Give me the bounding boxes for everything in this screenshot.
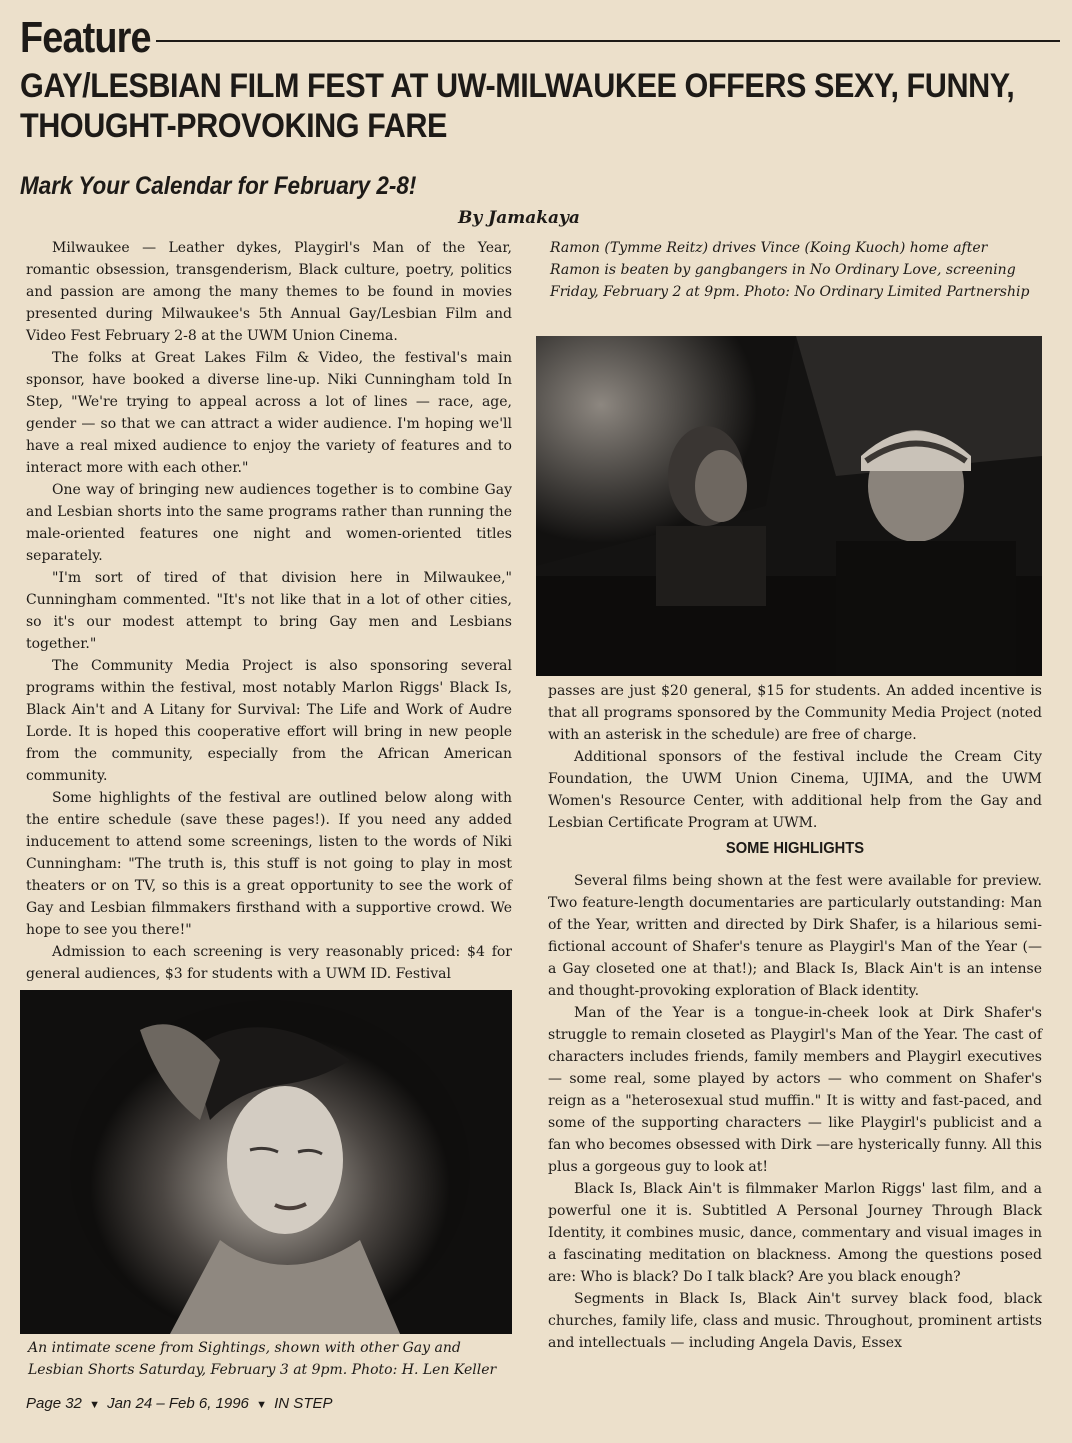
car-scene-image [536, 336, 1042, 676]
left-column [26, 237, 512, 985]
paragraph: Black Is, Black Ain't is filmmaker Marlon Riggs' last film, and a powerful one it is. Subtitled A Personal Journey Through Black Identity, it combines music, dance, commentary and visual images in a fascinating meditation on blackness. Among the questions posed are: Who is black? Do I talk black? Are you black enough? [548, 1181, 1042, 1285]
paragraph: Man of the Year is a tongue-in-cheek look at Dirk Shafer's struggle to remain closeted as Playgirl's Man of the Year. The cast of characters includes friends, family members and Playgirl executives — some real, some played by actors — who comment on Shafer's reign as a "heterosexual stud muffin." It is witty and fast-paced, and some of the supporting characters — like Playgirl's publicist and a fan who becomes obsessed with Dirk —are hysterically funny. All this plus a gorgeous guy to look at! [548, 1005, 1042, 1175]
paragraph: Segments in Black Is, Black Ain't survey black food, black churches, family life, class and music. Throughout, prominent artists and intellectuals — including Angela Davis, Essex [548, 1291, 1042, 1351]
right-column [548, 680, 1042, 834]
highlights-heading: SOME HIGHLIGHTS [725, 840, 865, 857]
headline-line-2: THOUGHT-PROVOKING FARE [20, 107, 448, 145]
paragraph: One way of bringing new audiences together is to combine Gay and Lesbian shorts into the same programs rather than running the male-oriented features one night and women-oriented titles separately. [26, 482, 512, 564]
section-label: Feature [20, 13, 151, 62]
sightings-image [20, 990, 512, 1334]
paragraph: Milwaukee — Leather dykes, Playgirl's Man of the Year, romantic obsession, transgenderism, Black culture, poetry, politics and passion are among the many themes to be found in movies presented during Milwaukee's 5th Annual Gay/Lesbian Film and Video Fest February 2-8 at the UWM Union Cinema. [26, 240, 512, 344]
paragraph: Several films being shown at the fest were available for preview. Two feature-length documentaries are particularly outstanding: Man of the Year, written and directed by Dirk Shafer, is a hilarious semi-fictional account of Shafer's tenure as Playgirl's Man of the Year (— a Gay closeted one at that!); and Black Is, Black Ain't is an intense and thought-provoking exploration of Black identity. [548, 873, 1042, 999]
car-scene-photo [536, 336, 1042, 676]
paragraph: The folks at Great Lakes Film & Video, the festival's main sponsor, have booked a diverse line-up. Niki Cunningham told In Step, "We're trying to appeal across a lot of lines — race, age, gender — so that we can attract a wider audience. I'm hoping we'll have a real mixed audience to enjoy the variety of features and to interact more with each other." [26, 350, 512, 476]
byline: By Jamakaya [458, 208, 580, 228]
paragraph: Additional sponsors of the festival include the Cream City Foundation, the UWM Union Cinema, UJIMA, and the UWM Women's Resource Center, with additional help from the Gay and Lesbian Certificate Program at UWM. [548, 749, 1042, 831]
photo-caption-bottom: An intimate scene from Sightings, shown with other Gay and Lesbian Shorts Saturday, February 3 at 9pm. Photo: H. Len Keller [28, 1340, 497, 1378]
headline-line-1: GAY/LESBIAN FILM FEST AT UW-MILWAUKEE OFFERS SEXY, FUNNY, [20, 67, 1015, 105]
photo-caption-top: Ramon (Tymme Reitz) drives Vince (Koing Kuoch) home after Ramon is beaten by gangbangers in No Ordinary Love, screening Friday, February 2 at 9pm. Photo: No Ordinary Limited Partnership [550, 240, 1030, 300]
headline [20, 66, 1060, 146]
footer-publication: IN STEP [274, 1395, 333, 1412]
subhead: Mark Your Calendar for February 2-8! [20, 172, 417, 200]
page-footer [26, 1395, 333, 1412]
footer-page: Page 32 [26, 1395, 82, 1412]
triangle-down-icon: ▼ [89, 1399, 100, 1411]
paragraph: passes are just $20 general, $15 for students. An added incentive is that all programs sponsored by the Community Media Project (noted with an asterisk in the schedule) are free of charge. [548, 683, 1042, 743]
paragraph: "I'm sort of tired of that division here in Milwaukee," Cunningham commented. "It's not like that in a lot of other cities, so it's our modest attempt to bring Gay men and Lesbians together." [26, 570, 512, 652]
paragraph: The Community Media Project is also sponsoring several programs within the festival, most notably Marlon Riggs' Black Is, Black Ain't and A Litany for Survival: The Life and Work of Audre Lorde. It is hoped this cooperative effort will bring in new people from the community, especially from the African American community. [26, 658, 512, 784]
section-rule [156, 40, 1060, 42]
highlights-column [548, 870, 1042, 1354]
triangle-down-icon: ▼ [256, 1399, 267, 1411]
section-header [20, 10, 1060, 66]
paragraph: Some highlights of the festival are outlined below along with the entire schedule (save these pages!). If you need any added inducement to attend some screenings, listen to the words of Niki Cunningham: "The truth is, this stuff is not going to play in most theaters or on TV, so this is a great opportunity to see the work of Gay and Lesbian filmmakers firsthand with a supportive crowd. We hope to see you there!" [26, 790, 512, 938]
footer-dates: Jan 24 – Feb 6, 1996 [107, 1395, 249, 1412]
paragraph: Admission to each screening is very reasonably priced: $4 for general audiences, $3 for students with a UWM ID. Festival [26, 944, 512, 982]
sightings-photo [20, 990, 512, 1334]
